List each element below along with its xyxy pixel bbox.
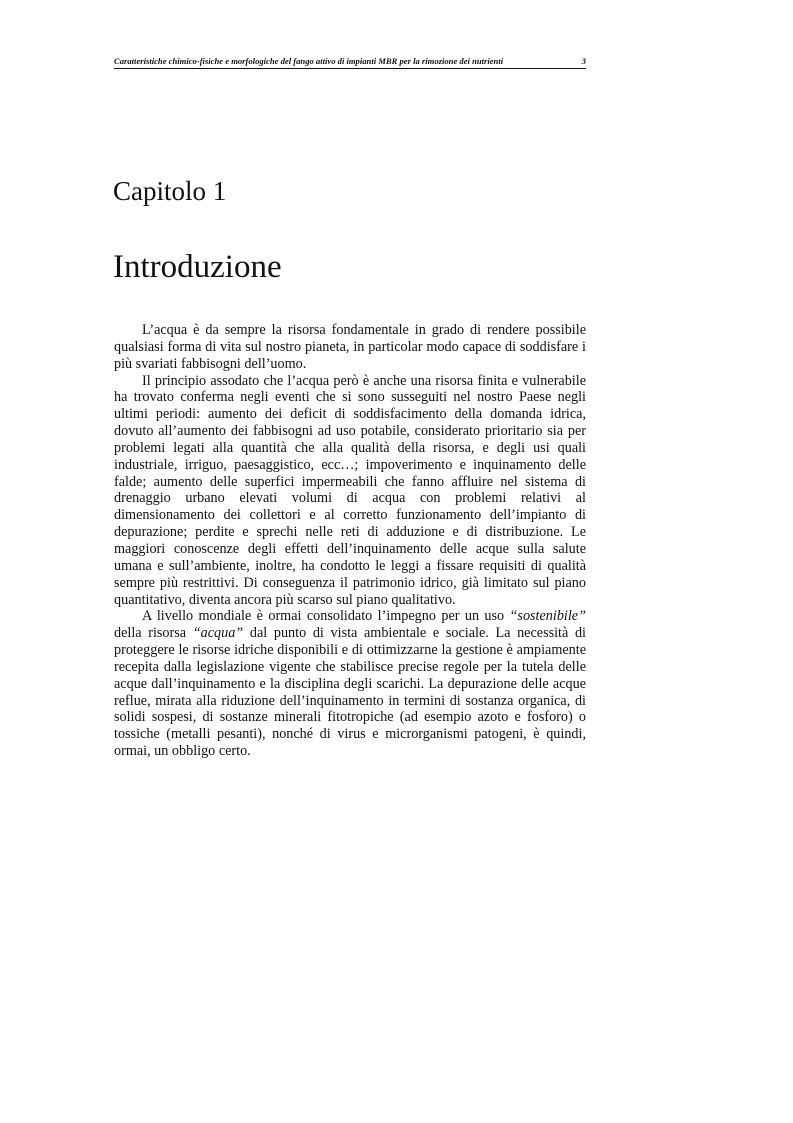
body-text: [114, 322, 586, 760]
paragraph-3-text-c: dal punto di vista ambientale e sociale. La necessità di proteggere le risorse idriche disponibili e di ottimizzarne la gestione è ampiamente recepita dalla legislazione vigente che stabilisce precise regole per la tutela delle acque dall’inquinamento e la disciplina degli scarichi. La depurazione delle acque reflue, mirata alla riduzione dell’inquinamento in termini di sostanza organica, di solidi sospesi, di sostanze minerali fitotropiche (ad esempio azoto e fosforo) o tossiche (metalli pesanti), nonché di virus e microrganismi patogeni, è quindi, ormai, un obbligo certo.: [114, 625, 586, 760]
running-header: [114, 57, 586, 69]
paragraph-3-italic-sostenibile: “sostenibile”: [509, 608, 586, 625]
paragraph-3-text-b: della risorsa: [114, 625, 193, 642]
paragraph-3-text-a: A livello mondiale è ormai consolidato l’impegno per un uso: [142, 608, 510, 625]
paragraph-3-italic-acqua: “acqua”: [192, 625, 244, 642]
paragraph-2: Il principio assodato che l’acqua però è anche una risorsa finita e vulnerabile ha trovato conferma negli eventi che si sono susseguiti nel nostro Paese negli ultimi periodi: aumento dei deficit di soddisfacimento della domanda idrica, dovuto all’aumento dei fabbisogni ad uso potabile, considerato prioritario sia per problemi legati alla quantità che alla qualità della risorsa, e degli usi quali industriale, irriguo, paesaggistico, ecc…; impoverimento e inquinamento delle falde; aumento delle superfici impermeabili che fanno affluire nel sistema di drenaggio urbano elevati volumi di acqua con problemi relativi al dimensionamento dei collettori e al corretto funzionamento dell’impianto di depurazione; perdite e sprechi nelle reti di adduzione e di distribuzione. Le maggiori conoscenze degli effetti dell’inquinamento delle acque sulla salute umana e sull’ambiente, inoltre, ha condotto le leggi a fissare requisiti di qualità sempre più restrittivi. Di conseguenza il patrimonio idrico, già limitato sul piano quantitativo, diventa ancora più scarso sul piano qualitativo.: [114, 372, 586, 608]
paragraph-3: [114, 608, 586, 760]
paragraph-1: L’acqua è da sempre la risorsa fondamentale in grado di rendere possibile qualsiasi forma di vita sul nostro pianeta, in particolar modo capace di soddisfare i più svariati fabbisogni dell’uomo.: [114, 322, 586, 372]
running-header-title: Caratteristiche chimico-fisiche e morfologiche del fango attivo di impianti MBR per la rimozione dei nutrienti: [114, 56, 504, 66]
chapter-label: Capitolo 1: [113, 176, 227, 206]
chapter-title: Introduzione: [113, 249, 282, 285]
page-number: 3: [581, 56, 586, 66]
